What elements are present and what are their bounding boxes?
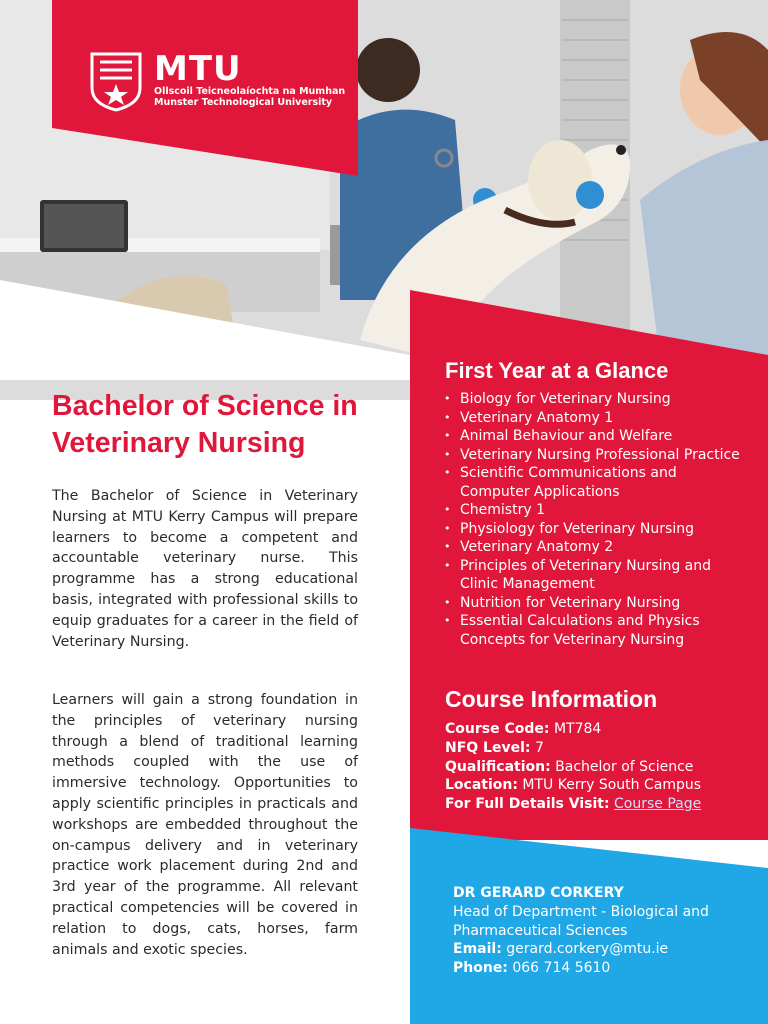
bullet-icon: • (444, 614, 451, 627)
bullet-icon: • (444, 447, 451, 461)
list-item: • Principles of Veterinary Nursing and Clinic Management (444, 557, 712, 592)
course-code: MT784 (553, 721, 602, 737)
bullet-icon: • (444, 503, 451, 516)
bullet-icon: • (444, 466, 451, 479)
contact-name: DR GERARD CORKERY (453, 885, 624, 901)
nfq-level: 7 (534, 739, 544, 756)
detail-paragraph: Learners will gain a strong foundation in the principles of veterinary nursing through a blend of traditional learning methods coupled with the use of immersive technology. Opportunities to apply scientific principles in practicals and workshops are embedded throughout the on-campus delivery and in veterinary practice work placement during 2nd and 3rd year of the programme. All relevant practical competencies will be covered in relation to dogs, cats, horses, farm animals and exotic species. (52, 692, 358, 958)
course-page-link[interactable]: Course Page (614, 796, 702, 813)
module-list (444, 390, 744, 649)
brand-name: MTU (154, 49, 242, 89)
bullet-icon: • (444, 558, 451, 572)
program-title: Bachelor of Science in Veterinary Nursing (52, 390, 358, 459)
location: MTU Kerry South Campus (522, 777, 702, 794)
contact-role: Head of Department - Biological and Pharmaceutical Sciences (453, 903, 709, 939)
first-year-heading: First Year at a Glance (445, 358, 669, 383)
qualification-row: Qualification: Bachelor of Science (445, 758, 694, 775)
list-item: • Veterinary Anatomy 1 (444, 409, 614, 426)
bullet-icon: • (444, 429, 451, 442)
list-item: • Veterinary Anatomy 2 (444, 539, 614, 555)
list-item: • Nutrition for Veterinary Nursing (444, 594, 681, 611)
crest-icon (88, 48, 144, 112)
bullet-icon: • (444, 595, 451, 609)
bullet-icon: • (444, 521, 451, 535)
course-code-row: Course Code: MT784 (445, 721, 602, 737)
list-item: • Chemistry 1 (444, 502, 545, 518)
qualification: Bachelor of Science (555, 758, 694, 775)
list-item: • Scientific Communications and Computer Applications (444, 465, 677, 500)
brand-english-name: Munster Technological University (154, 97, 333, 108)
bullet-icon: • (444, 540, 451, 553)
location-row: Location: MTU Kerry South Campus (445, 777, 702, 794)
list-item: • Essential Calculations and Physics Concepts for Veterinary Nursing (444, 613, 700, 648)
list-item: • Animal Behaviour and Welfare (444, 428, 673, 444)
nfq-row: NFQ Level: 7 (445, 739, 544, 756)
details-row: For Full Details Visit: Course Page (445, 796, 702, 813)
bullet-icon: • (444, 392, 451, 405)
contact-phone[interactable]: 066 714 5610 (512, 960, 611, 977)
intro-paragraph: The Bachelor of Science in Veterinary Nursing at MTU Kerry Campus will prepare learners to become a competent and accountable veterinary nurse. This programme has a strong educational basis, integrated with professional skills to equip graduates for a career in the field of Veterinary Nursing. (52, 488, 358, 650)
contact-block (453, 884, 753, 978)
list-item: • Veterinary Nursing Professional Practice (444, 446, 740, 463)
email-row: Email: gerard.corkery@mtu.ie (453, 941, 669, 958)
bullet-icon: • (444, 410, 451, 424)
brand-irish-name: Ollscoil Teicneolaíochta na Mumhan (154, 86, 346, 97)
mtu-logo (88, 48, 345, 112)
list-item: • Biology for Veterinary Nursing (444, 391, 671, 407)
course-info-heading: Course Information (445, 686, 658, 712)
phone-row: Phone: 066 714 5610 (453, 960, 611, 977)
list-item: • Physiology for Veterinary Nursing (444, 520, 694, 537)
contact-email[interactable]: gerard.corkery@mtu.ie (506, 941, 669, 958)
course-info (445, 720, 755, 814)
